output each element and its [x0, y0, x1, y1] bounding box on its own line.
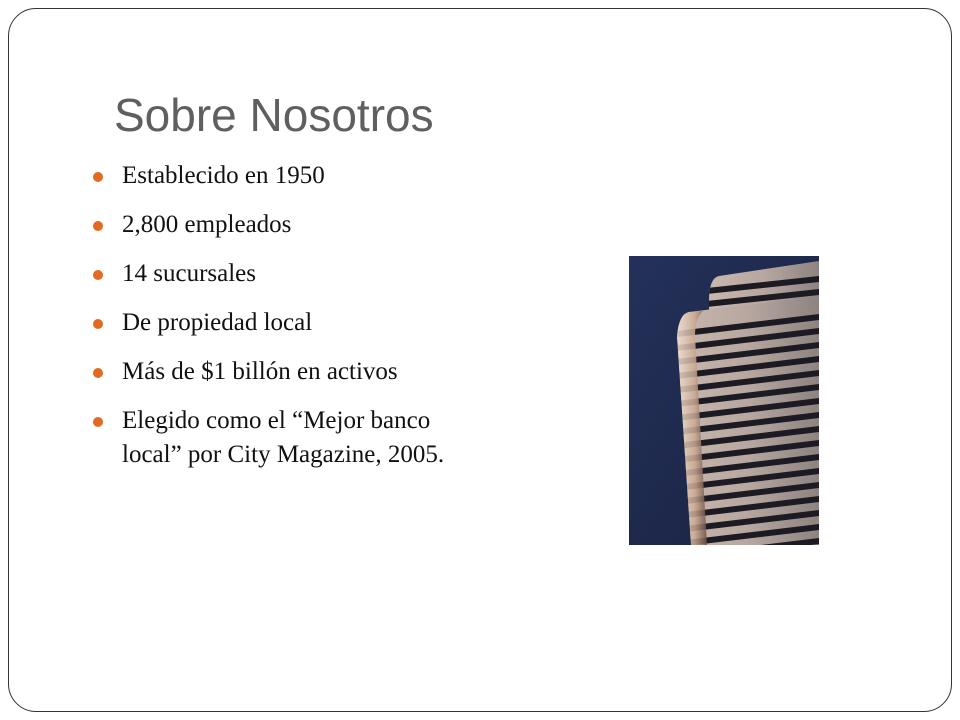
- bullet-item: [93, 257, 493, 291]
- bullet-item: [93, 208, 493, 242]
- bullet-marker-icon: [93, 270, 103, 280]
- bullet-text: Más de $1 billón en activos: [122, 358, 398, 385]
- building-front-block: [669, 296, 819, 545]
- bullet-marker-icon: [93, 319, 103, 329]
- bullet-marker-icon: [93, 417, 103, 427]
- bullet-text: Elegido como el “Mejor banco local” por City Magazine, 2005.: [122, 407, 445, 468]
- bullet-item: [93, 355, 493, 389]
- bullet-text: De propiedad local: [122, 309, 313, 336]
- bullet-item: [93, 404, 493, 472]
- bullet-text: Establecido en 1950: [122, 162, 325, 189]
- bullet-list: [93, 159, 493, 487]
- bullet-item: [93, 306, 493, 340]
- slide: [8, 8, 952, 712]
- building-photo: [629, 256, 819, 545]
- bullet-text: 14 sucursales: [122, 260, 256, 287]
- bullet-marker-icon: [93, 172, 103, 182]
- bullet-marker-icon: [93, 368, 103, 378]
- slide-title: Sobre Nosotros: [114, 89, 434, 141]
- bullet-item: [93, 159, 493, 193]
- bullet-marker-icon: [93, 221, 103, 231]
- bullet-text: 2,800 empleados: [122, 211, 292, 238]
